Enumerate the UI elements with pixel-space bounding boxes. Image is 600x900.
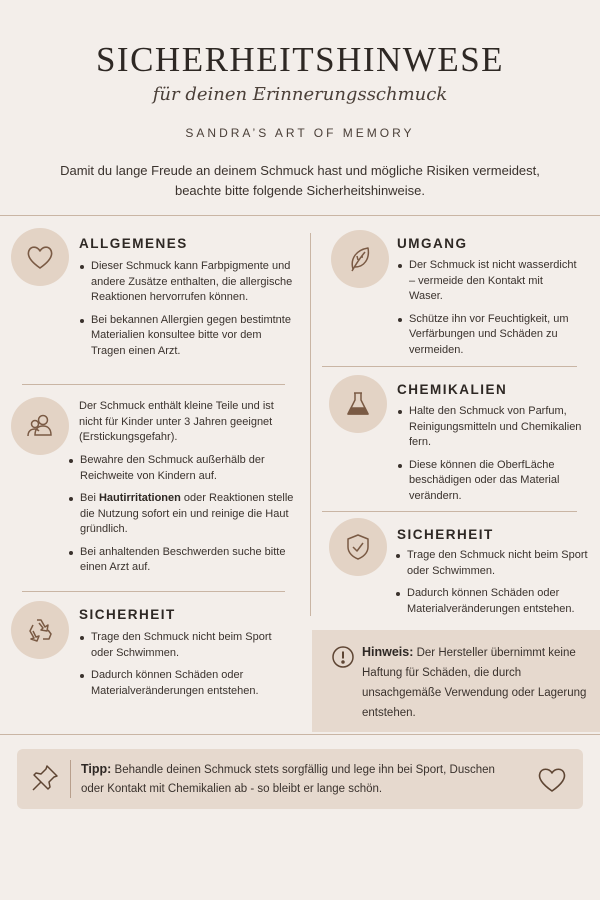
center-divider xyxy=(310,233,311,616)
list-item: Bei anhaltenden Beschwerden suche bitte einen Arzt auf. xyxy=(68,545,296,576)
list-item xyxy=(68,491,296,538)
brand-name: SANDRA’S ART OF MEMORY xyxy=(185,126,415,140)
list-item: Bewahre den Schmuck außerhälb der Reichweite von Kindern auf. xyxy=(68,453,296,484)
people-icon xyxy=(24,410,56,442)
list-item: Trage den Schmuck nicht beim Sport oder Schwimmen. xyxy=(79,630,294,661)
sicherheit-left-list xyxy=(79,630,294,706)
page-title: SICHERHEITSHINWESE xyxy=(95,40,505,79)
kinder-list xyxy=(68,453,296,583)
bottom-divider xyxy=(0,734,600,735)
flask-icon xyxy=(342,388,374,420)
list-item: Diese können die OberfLäche beschädigen oder das Material verändern. xyxy=(397,458,582,505)
kinder-bold-word: Hautirritationen xyxy=(98,492,181,504)
list-item: Dadurch können Schäden oder Materialveränderungen entstehen. xyxy=(395,586,595,617)
list-item: Dieser Schmuck kann Farbpigmente und andere Zusätze enthalten, die allergische Reaktionen hervorrufen können. xyxy=(79,259,295,306)
kinder-intro: Der Schmuck enthält kleine Teile und ist nicht für Kinder unter 3 Jahren geeignet (Erstickungsgefahr). xyxy=(79,400,274,443)
chemikalien-icon-circle xyxy=(329,375,387,433)
kinder-bei: Bei xyxy=(80,492,99,504)
heart-icon xyxy=(24,241,56,273)
umgang-list xyxy=(397,258,577,365)
intro-text: Damit du lange Freude an deinem Schmuck hast und mögliche Risiken vermeidest, beachte bitte folgende Sicherheitshinweise. xyxy=(60,163,540,198)
hinweis-text xyxy=(362,642,594,723)
list-item: Schütze ihn vor Feuchtigkeit, um Verfärbungen und Schäden zu vermeiden. xyxy=(397,312,577,359)
right-divider-1 xyxy=(322,366,577,367)
chemikalien-title: CHEMIKALIEN xyxy=(397,382,508,397)
hinweis-label: Hinweis: xyxy=(362,645,414,659)
recycle-icon xyxy=(24,614,56,646)
left-divider-2 xyxy=(22,591,285,592)
sicherheit-right-title: SICHERHEIT xyxy=(397,527,494,542)
kinder-icon-circle xyxy=(11,397,69,455)
list-item: Der Schmuck ist nicht wasserdicht – vermeide den Kontakt mit Waser. xyxy=(397,258,577,305)
leaf-icon xyxy=(344,243,376,275)
list-item: Halte den Schmuck von Parfum, Reinigungsmitteln und Chemikalien fern. xyxy=(397,404,582,451)
pushpin-icon xyxy=(29,762,61,794)
shield-check-icon xyxy=(342,531,374,563)
kinder-bold-rest: oder Reaktionen stelle die Nutzung sofort ein und reinige die Haut gründlich. xyxy=(80,492,294,535)
tipp-label: Tipp: xyxy=(81,762,112,776)
page-subtitle: für deinen Erinnerungsschmuck xyxy=(152,84,448,105)
list-item: Bei bekannen Allergien gegen bestimtnte Materialien konsultee bitte vor dem Tragen einen Arzt. xyxy=(79,313,295,360)
sicherheit-right-icon-circle xyxy=(329,518,387,576)
tipp-body: Behandle deinen Schmuck stets sorgfällig und lege ihn bei Sport, Duschen oder Kontakt mit Chemikalien ab - so bleibt er lange schön. xyxy=(81,764,495,795)
right-divider-2 xyxy=(322,511,577,512)
sicherheit-left-title: SICHERHEIT xyxy=(79,607,176,622)
allgemeines-list xyxy=(79,259,295,366)
chemikalien-list xyxy=(397,404,582,511)
left-divider-1 xyxy=(22,384,285,385)
heart-outline-icon xyxy=(536,764,568,794)
tipp-divider xyxy=(70,760,71,798)
list-item: Dadurch können Schäden oder Materialveränderungen entstehen. xyxy=(79,668,294,699)
allgemeines-icon-circle xyxy=(11,228,69,286)
hinweis-body: Der Hersteller übernimmt keine Haftung für Schäden, die durch unsachgemäße Verwendung oder Lagerung entstehen. xyxy=(362,647,587,719)
umgang-title: UMGANG xyxy=(397,236,468,251)
umgang-icon-circle xyxy=(331,230,389,288)
alert-circle-icon xyxy=(331,645,355,669)
sicherheit-right-list xyxy=(395,548,595,624)
sicherheit-left-icon-circle xyxy=(11,601,69,659)
list-item: Trage den Schmuck nicht beim Sport oder Schwimmen. xyxy=(395,548,595,579)
top-divider xyxy=(0,215,600,216)
tipp-text xyxy=(81,760,521,799)
allgemeines-title: ALLGEMENES xyxy=(79,236,188,251)
